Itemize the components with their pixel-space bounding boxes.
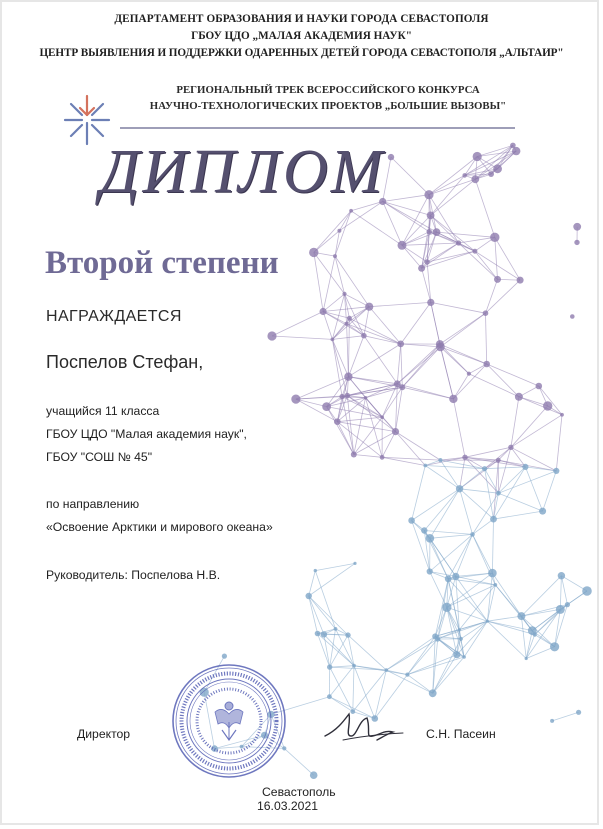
network-link [309,563,355,596]
network-link [296,399,327,407]
official-seal-icon [170,662,288,780]
network-link [440,347,486,364]
network-node [361,333,367,339]
network-link [354,417,382,454]
network-link [473,534,493,573]
network-link [487,364,519,397]
network-node [418,265,425,272]
network-node [423,464,427,468]
network-link [424,531,472,535]
network-node [347,316,352,321]
network-node [339,394,344,399]
network-link [397,344,400,384]
grade-text: учащийся 11 класса [46,404,160,418]
network-link [347,324,349,377]
network-node [553,468,559,474]
network-node [344,373,352,381]
network-node [543,401,552,410]
network-link [494,511,543,519]
network-node [334,627,338,631]
network-node [399,384,405,390]
network-link [427,251,475,262]
network-node [496,458,501,463]
network-link [492,573,521,616]
network-node [352,664,356,668]
network-link [486,279,498,313]
network-node [429,689,437,697]
network-link [431,302,486,313]
network-link [430,534,473,538]
network-node [470,532,475,537]
network-link [332,339,342,396]
network-link [475,251,498,279]
network-link [435,621,487,636]
network-node [462,655,466,659]
network-link [498,471,556,493]
school-line-2: ГБОУ "СОШ № 45" [46,450,153,464]
network-node [483,361,490,368]
network-node [556,605,565,614]
issue-date: 16.03.2021 [257,799,318,813]
direction-value: «Освоение Арктики и мирового океана» [46,520,273,534]
network-link [539,386,562,415]
network-link [315,563,355,570]
network-node [522,464,528,470]
network-node [427,568,433,574]
network-node [488,569,497,578]
network-link [345,294,370,307]
network-link [386,636,435,670]
network-link [431,179,476,215]
network-link [383,195,429,202]
network-node [576,710,581,715]
network-link [396,432,441,461]
network-link [347,396,395,432]
network-link [348,344,400,377]
network-node [267,331,276,340]
network-link [560,591,587,609]
network-node [533,633,537,637]
network-node [306,593,312,599]
network-link [382,387,402,417]
network-node [456,485,463,492]
network-node [315,631,321,637]
network-node [421,527,427,533]
network-link [460,469,485,489]
network-node [442,603,451,612]
network-link [391,157,429,195]
network-node [310,771,318,779]
network-node [565,602,570,607]
network-link [335,256,369,307]
network-link [561,576,567,605]
network-link [364,336,397,384]
network-node [515,393,523,401]
network-node [573,223,581,231]
network-node [574,240,579,245]
network-link [335,231,339,256]
network-node [392,428,399,435]
network-node [445,575,452,582]
degree: Второй степени [45,245,279,281]
network-link [407,675,432,694]
network-link [456,534,473,576]
network-node [496,491,501,496]
network-node [462,455,467,460]
network-link [543,471,557,511]
network-node [345,632,350,637]
network-link [460,457,465,489]
network-node [488,171,494,177]
network-node [334,418,341,425]
network-link [348,336,364,377]
network-link [473,519,494,534]
network-node [483,310,489,316]
network-link [519,397,562,415]
network-link [495,237,498,279]
network-node [490,516,497,523]
network-link [412,521,430,572]
network-node [333,254,337,258]
network-link [337,417,382,422]
network-link [309,596,348,635]
network-link [401,302,431,344]
network-node [405,673,409,677]
network-node [525,657,528,660]
network-link [429,179,475,194]
network-link [284,748,313,775]
network-link [342,384,397,397]
network-link [465,447,511,457]
network-link [494,460,499,519]
network-node [473,152,482,161]
network-node [517,612,525,620]
director-label: Директор [77,727,131,741]
network-link [330,666,354,667]
network-node [456,240,461,245]
diploma-title: ДИПЛОМ [100,138,386,206]
network-node [493,164,502,173]
network-link [440,347,469,374]
network-link [337,422,395,432]
network-link [465,457,525,467]
network-node [490,233,499,242]
awarded-label: НАГРАЖДАЕТСЯ [46,308,182,325]
network-link [525,467,542,511]
network-link [347,396,354,455]
network-link [430,538,456,576]
network-link [329,666,354,697]
network-link [342,397,354,455]
network-link [314,211,351,253]
network-node [353,562,356,565]
network-link [460,489,473,535]
network-node [438,458,442,462]
network-link [475,179,495,237]
network-node [337,229,341,233]
network-node [582,586,592,596]
network-link [469,374,519,397]
network-node [388,154,394,160]
network-node [517,277,524,284]
network-node [560,413,564,417]
network-link [556,415,562,471]
header-department: ДЕПАРТАМЕНТ ОБРАЗОВАНИЯ И НАУКИ ГОРОДА СЕВАСТОПОЛЯ [114,13,489,25]
network-link [296,399,337,422]
network-node [321,631,327,637]
network-node [512,147,520,155]
network-node [380,455,385,460]
network-node [426,534,435,543]
network-link [487,616,521,621]
network-node [486,620,489,623]
signature-icon [315,700,410,750]
network-node [342,292,346,296]
header-academy: ГБОУ ЦДО „МАЛАЯ АКАДЕМИЯ НАУК" [191,30,412,42]
header-center: ЦЕНТР ВЫЯВЛЕНИЯ И ПОДДЕРЖКИ ОДАРЕННЫХ ДЕТЕЙ ГОРОДА СЕВАСТОПОЛЯ „АЛЬТАИР" [39,47,564,59]
network-node [436,343,445,352]
network-node [345,322,349,326]
network-link [453,364,486,399]
network-link [272,312,323,337]
network-link [511,415,562,448]
network-link [424,489,459,531]
divider [120,127,515,129]
network-node [291,395,300,404]
network-link [354,666,407,675]
network-link [440,347,453,399]
director-name: С.Н. Пасеин [426,727,496,741]
network-link [460,489,499,493]
network-node [331,338,335,342]
network-link [332,339,347,395]
network-link [314,231,340,253]
network-node [539,508,546,515]
network-node [222,654,227,659]
network-node [462,173,467,178]
network-node [427,229,432,234]
network-link [486,280,521,313]
network-node [408,517,415,524]
network-link [495,585,521,616]
network-node [322,402,331,411]
network-link [402,243,459,245]
network-link [383,202,431,216]
network-node [345,393,351,399]
network-link [335,256,345,294]
supervisor: Руководитель: Поспелова Н.В. [46,568,221,582]
network-node [380,415,384,419]
network-link [453,374,469,399]
network-link [412,489,460,521]
network-node [433,228,441,236]
network-link [337,422,354,455]
network-link [324,634,348,635]
network-link [332,336,364,340]
network-link [402,232,437,245]
network-node [459,637,463,641]
school-line-1: ГБОУ ЦДО "Малая академия наук", [46,427,247,441]
network-link [492,519,493,573]
network-node [536,383,543,390]
network-node [349,209,353,213]
network-link [425,466,459,489]
network-link [498,493,542,511]
network-link [402,347,440,387]
network-node [427,299,434,306]
network-link [296,397,342,400]
network-node [449,395,457,403]
network-link [314,252,323,311]
network-node [550,719,554,723]
track-line-2: НАУЧНО-ТЕХНОЛОГИЧЕСКИХ ПРОЕКТОВ „БОЛЬШИЕ ВЫЗОВЫ" [149,100,507,112]
network-node [508,445,513,450]
network-link [440,313,485,347]
network-link [453,399,465,457]
network-node [471,175,479,183]
network-node [351,452,357,458]
network-node [435,636,440,641]
network-node [397,341,404,348]
network-link [465,457,498,493]
network-link [412,466,426,521]
network-link [438,621,488,639]
network-node [365,303,373,311]
network-link [430,489,460,539]
network-link [397,347,440,384]
network-node [364,396,368,400]
network-link [348,377,402,388]
network-link [314,252,345,294]
network-link [335,211,351,256]
network-link [487,573,492,621]
network-node [385,668,389,672]
network-node [458,628,461,631]
network-node [472,249,477,254]
network-link [402,387,453,399]
network-node [494,276,501,283]
network-link [272,336,332,339]
network-link [407,639,437,675]
network-node [424,259,429,264]
network-link [486,313,487,364]
recipient-name: Поспелов Стефан, [46,352,204,372]
network-link [402,195,429,246]
network-link [495,237,520,280]
network-node [558,572,565,579]
network-link [487,364,539,386]
direction-label: по направлению [46,497,140,511]
network-link [369,302,431,306]
network-node [314,569,317,572]
network-node [309,248,318,257]
network-node [570,314,575,319]
network-node [320,308,327,315]
network-link [460,489,494,519]
network-link [354,455,382,458]
network-node [452,573,459,580]
network-link [552,712,579,721]
network-node [550,642,559,651]
network-link [431,175,465,215]
city: Севастополь [262,785,336,799]
network-link [560,576,561,610]
network-node [482,466,487,471]
network-node [467,372,471,376]
network-node [427,212,435,220]
network-node [453,651,460,658]
network-node [493,583,497,587]
track-line-1: РЕГИОНАЛЬНЫЙ ТРЕК ВСЕРОССИЙСКОГО КОНКУРСА [176,84,480,96]
network-link [555,609,561,646]
network-link [448,534,472,578]
network-link [440,460,459,489]
network-node [327,694,332,699]
network-node [424,190,433,199]
network-link [459,243,498,279]
network-node [327,664,332,669]
network-node [398,241,407,250]
